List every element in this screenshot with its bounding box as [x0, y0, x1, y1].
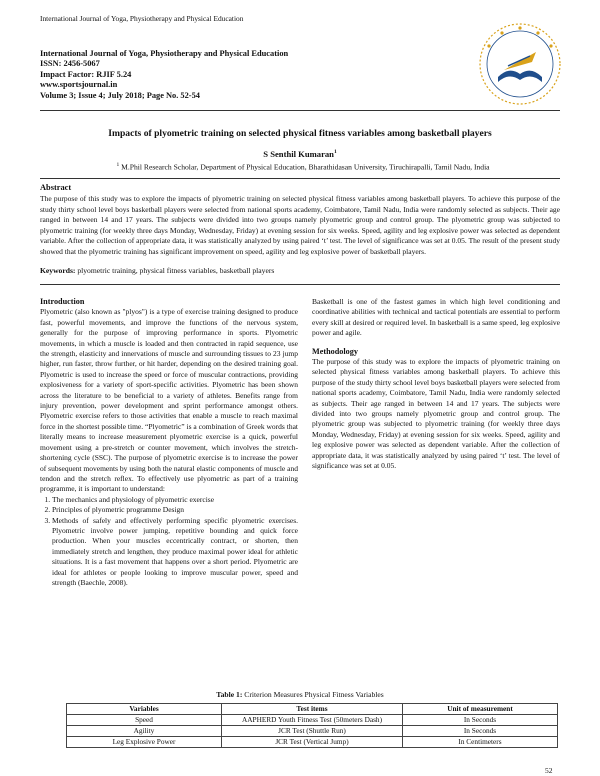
table-caption-label: Table 1: — [216, 690, 243, 699]
methodology-paragraph: The purpose of this study was to explore the impacts of plyometric training on selected physical fitness variables among basketball players. To achieve this purpose of the study thirty school level boys basketball players were selected from national sports academy, Coimbatore, Tamil Nadu, India were randomly selected as subjects. Their age ranged in between 14 and 17 years. The subjects were divided into two groups namely plyometric group and control group. The plyometric group was subjected to plyometric training (for weekly three days Monday, Wednesday, Friday) at evening session for six weeks. Speed, agility and leg explosive power was selected as dependent variable. After the collection of appropriate data, it was statistically analyzed by using paired ‘t’ test. The level of significance was set at 0.05. — [312, 357, 560, 471]
author-line — [40, 149, 560, 159]
table-cell: JCR Test (Vertical Jump) — [222, 737, 403, 748]
left-column — [40, 297, 298, 588]
abstract-divider — [40, 284, 560, 285]
journal-volume: Volume 3; Issue 4; July 2018; Page No. 52-54 — [40, 90, 200, 100]
keywords-label: Keywords: — [40, 266, 76, 275]
table-header-row — [67, 704, 558, 715]
table-header-cell: Test items — [222, 704, 403, 715]
criterion-table — [66, 703, 558, 748]
table-caption-text: Criterion Measures Physical Fitness Variables — [244, 690, 384, 699]
journal-info — [40, 49, 288, 101]
journal-website: www.sportsjournal.in — [40, 80, 118, 90]
affiliation: M.Phil Research Scholar, Department of Physical Education, Bharathidasan University, Tiruchirapalli, Tamil Nadu, India — [121, 162, 490, 172]
table-cell: AAPHERD Youth Fitness Test (50meters Dash) — [222, 715, 403, 726]
journal-name: International Journal of Yoga, Physiotherapy and Physical Education — [40, 49, 289, 58]
intro-paragraph: Plyometric (also known as "plyos") is a type of exercise training designed to produce fast, powerful movements, and improve the functions of the nervous system, generally for the purpose of improving performance in sports. Plyometric movements, in which a muscle is loaded and then contracted in rapid sequence, use the strength, elasticity and innervations of muscle and surrounding tissues to 23 jump higher, run faster, throw further, or hit harder, depending on the desired training goal. Plyometric is used to increase the speed or force of muscular contractions, providing explosiveness for a variety of sport-specific activities. Plyometric has been shown across the literature to be beneficial to a variety of athletes. Benefits range from injury prevention, power development and sprint performance amongst others. Plyometric exercise refers to those activities that enable a muscle to reach maximal force in the shortest possible time. “Plyometric” is a combination of Greek words that literally means to increase measurement plyometric exercise is a quick, powerful movement using a pre-stretch or counter movement, which involves the stretch-shortening cycle (SSC). The purpose of plyometric exercise is to increase the power of subsequent movements by using both the natural elastic components of muscle and tendon and the stretch reflex. To effectively use plyometric as part of a training programme, it is important to understand: — [40, 307, 298, 494]
table-cell: Agility — [67, 726, 222, 737]
intro-list — [40, 495, 298, 589]
table-row — [67, 715, 558, 726]
table-cell: JCR Test (Shuttle Run) — [222, 726, 403, 737]
keywords — [40, 266, 274, 275]
journal-impact-factor: Impact Factor: RJIF 5.24 — [40, 69, 132, 79]
affiliation-line — [48, 162, 558, 172]
list-item: 1. The mechanics and physiology of plyometric exercise — [52, 495, 298, 505]
list-item: 3. Methods of safely and effectively performing specific plyometric exercises. Plyometric involve power jumping, repetitive bounding and quick force production. When your muscles eccentrically contract, or shorten, then immediately stretch and lengthen, they produce maximal power ideal for athletic situations. It is a fast movement that happens over a short period. Plyometric are ideal for athletes or people looking to improve muscular power, speed and strength (Baechle, 2008). — [52, 516, 298, 589]
author-superscript: 1 — [333, 149, 337, 156]
journal-issn: ISSN: 2456-5067 — [40, 59, 100, 69]
table-header-cell: Unit of measurement — [403, 704, 558, 715]
list-item: 2. Principles of plyometric programme Design — [52, 505, 298, 515]
table-cell: Leg Explosive Power — [67, 737, 222, 748]
table-cell: In Seconds — [403, 726, 558, 737]
table-caption — [40, 690, 560, 699]
journal-logo-icon — [478, 22, 562, 106]
table-cell: Speed — [67, 715, 222, 726]
table-header-cell: Variables — [67, 704, 222, 715]
right-column — [312, 297, 560, 472]
page-number: 52 — [545, 766, 553, 775]
abstract-text: The purpose of this study was to explore the impacts of plyometric training on selected physical fitness variables among basketball players. To achieve this purpose of the study thirty school level boys basketball players were selected from national sports academy, Coimbatore, Tamil Nadu, India were randomly selected as subjects. Their age ranged in between 14 and 17 years. The subjects were divided into two groups namely plyometric group and control group. The plyometric group was subjected to plyometric training (for weekly three days Monday, Wednesday, Friday) at evening session for six weeks. Speed, agility and leg explosive power was selected as dependent variable. After the collection of appropriate data, it was statistically analyzed by using paired ‘t’ test. The level of significance was set at 0.05. The result of the present study showed that the plyometric training has significant improvement on speed, agility and leg explosive power of basketball players. — [40, 194, 560, 256]
table-row — [67, 726, 558, 737]
table-cell: In Centimeters — [403, 737, 558, 748]
methodology-heading: Methodology — [312, 346, 358, 356]
header-divider — [40, 110, 560, 111]
author-name: S Senthil Kumaran — [263, 149, 334, 159]
keywords-text: plyometric training, physical fitness variables, basketball players — [77, 266, 275, 275]
table-row — [67, 737, 558, 748]
basketball-paragraph: Basketball is one of the fastest games in which high level conditioning and coordinative abilities with technical and tactical potentials are essential to perform every skill at desired or required level. In basketball is a same speed, leg explosive power and agile. — [312, 297, 560, 338]
affiliation-superscript: 1 — [116, 162, 120, 168]
intro-heading: Introduction — [40, 297, 85, 306]
abstract-heading: Abstract — [40, 183, 72, 192]
running-header: International Journal of Yoga, Physiotherapy and Physical Education — [40, 14, 244, 23]
table-cell: In Seconds — [403, 715, 558, 726]
title-divider — [40, 178, 560, 179]
paper-title: Impacts of plyometric training on selected physical fitness variables among basketball players — [108, 128, 492, 139]
